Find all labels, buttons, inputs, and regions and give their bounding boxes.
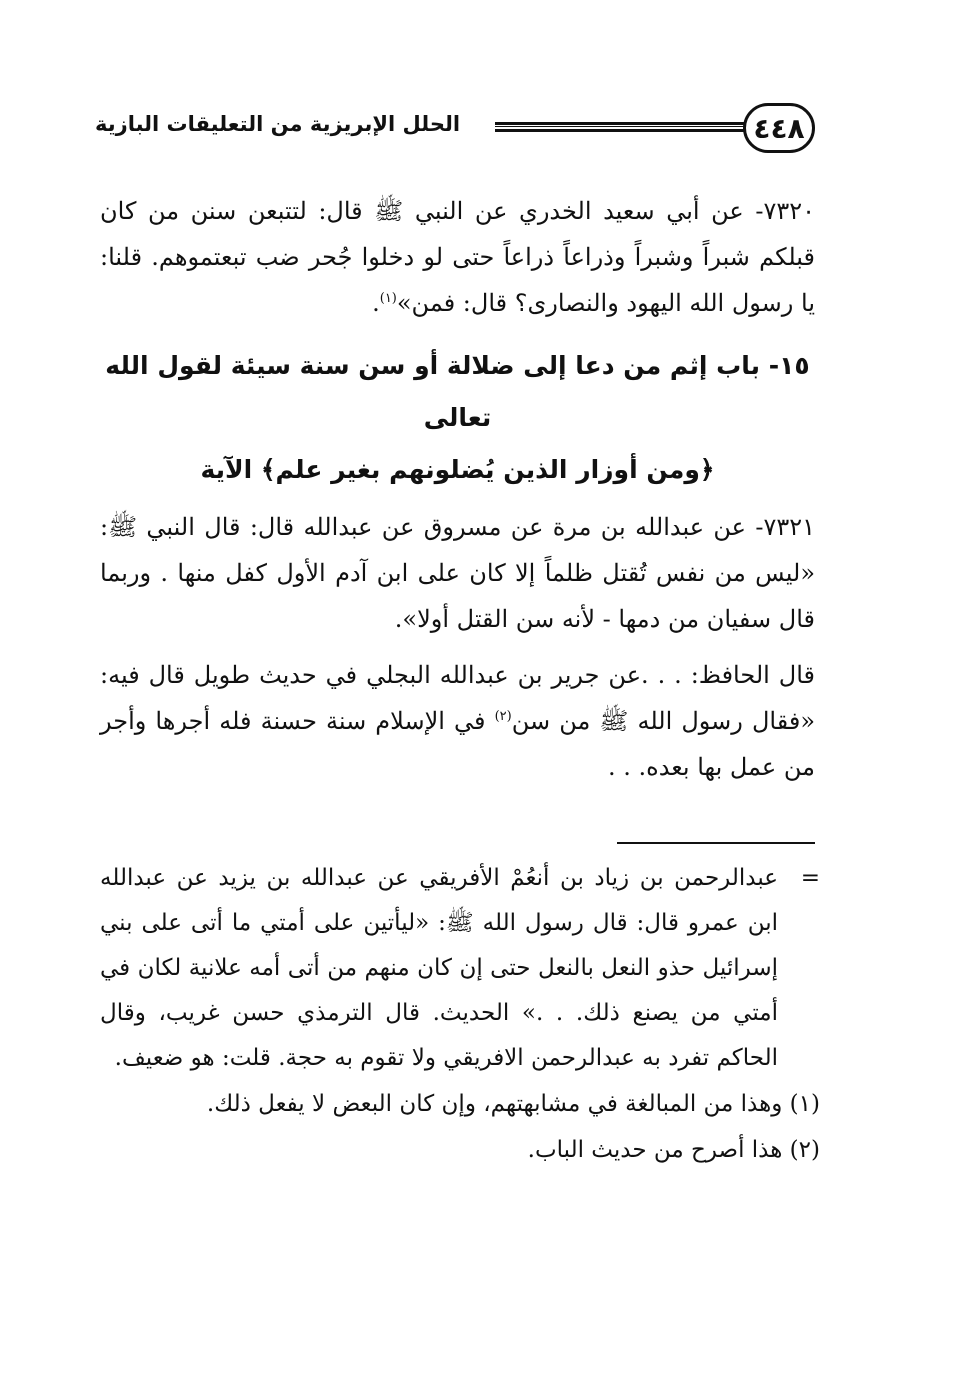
footnote-ref-1: (١) xyxy=(379,291,397,306)
continuation-mark: = xyxy=(800,865,820,891)
footnote-1: (١) وهذا من المبالغة في مشابهتهم، وإن كان البعض لا يفعل ذلك. xyxy=(206,1091,820,1117)
footnote-2: (٢) هذا أصرح من حديث الباب. xyxy=(527,1137,820,1163)
hadith-7320-end: . xyxy=(372,289,380,317)
hafiz-text-after: في الإسلام سنة حسنة فله أجرها وأجر من عمل بها بعده. . . xyxy=(100,707,815,781)
footnote-ref-2: (٢) xyxy=(494,709,512,724)
chapter-title-line1: ١٥- باب إثم من دعا إلى ضلالة أو سن سنة سيئة لقول الله تعالى xyxy=(105,351,810,432)
hadith-7320 xyxy=(100,188,815,326)
hadith-7320-text: ٧٣٢٠- عن أبي سعيد الخدري عن النبي ﷺ قال: لتتبعن سنن من كان قبلكم شبراً وشبراً وذراعاً ذراعاً حتى لو دخلوا جُحر ضب تبعتموهم. قلنا: يا رسول الله اليهود والنصارى؟ قال: فمن» xyxy=(100,197,815,317)
page-number: ٤٤٨ xyxy=(743,103,815,153)
running-title: الحلل الإبريزية من التعليقات البازية xyxy=(95,112,461,136)
chapter-heading xyxy=(100,340,815,496)
page-header xyxy=(95,103,815,159)
footnote-separator xyxy=(617,842,815,844)
footnote-continuation xyxy=(100,856,820,1081)
continuation-text: عبدالرحمن بن زياد بن أنعُمْ الأفريقي عن عبدالله بن يزيد عن عبدالله ابن عمرو قال: قال رسول الله ﷺ: «ليأتين على أمتي ما أتى على بني إسرائيل حذو النعل بالنعل حتى إن كان منهم من أتى أمه علانية لكان في أمتي من يصنع ذلك. . .» الحديث. قال الترمذي حسن غريب، وقال الحاكم تفرد به عبدالرحمن الافريقي ولا تقوم به حجة. قلت: هو ضعيف. xyxy=(100,865,778,1071)
header-rule xyxy=(495,122,745,132)
hadith-7321: ٧٣٢١- عن عبدالله بن مرة عن مسروق عن عبدالله قال: قال النبي ﷺ: «ليس من نفس تُقتل ظلماً إلا كان على ابن آدم الأول كفل منها . وربما قال سفيان من دمها - لأنه سن القتل أولا». xyxy=(100,513,815,633)
hafiz-text-before: قال الحافظ: . . .عن جرير بن عبدالله البجلي في حديث طويل قال فيه: «فقال رسول الله ﷺ من سن xyxy=(100,661,816,735)
hafiz-commentary xyxy=(100,652,815,790)
main-text xyxy=(100,188,815,790)
footnotes xyxy=(100,856,820,1173)
chapter-title-line2: ﴿ومن أوزار الذين يُضلونهم بغير علم﴾ الآية xyxy=(200,455,715,484)
